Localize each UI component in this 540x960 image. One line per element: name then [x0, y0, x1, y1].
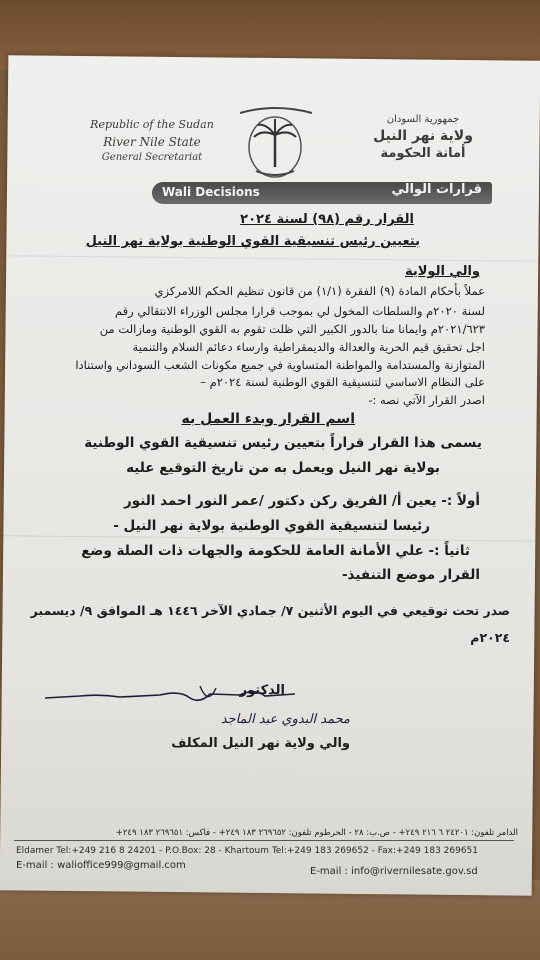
title-text: بولاية نهر النيل ويعمل به من تاريخ التوقيع عليه: [126, 460, 440, 476]
signature-role: والي ولاية نهر النيل المكلف: [171, 736, 350, 751]
header-en-secretariat: General Secretariat: [101, 152, 203, 163]
body-line: اجل تحقيق قيم الحرية والعدالة والديمقراطية وارساء دعائم السلام والتنمية: [132, 340, 485, 354]
issued-date: صدر تحت توقيعي في اليوم الأثنين ٧/ جمادي الآخر ١٤٤٦ هـ الموافق ٩/ ديسمبر: [30, 603, 510, 618]
header-arabic: [348, 114, 498, 161]
header-ar-republic: جمهورية السودان: [386, 114, 460, 125]
footer-arabic-contact: الدامر تلفون: ٢٤٢٠١ ٦ ٢١٦ ٢٤٩+ - ص.ب: ٢٨ - الخرطوم تلفون: ٢٦٩٦٥٢ ١٨٣ ٢٤٩+ - فاكس: ٢٦٩٦٥١ ١٨٣ ٢٤٩+: [115, 828, 518, 838]
footer-email-right: E-mail : info@rivernilesate.gov.sd: [310, 866, 478, 877]
body-line: عملاً بأحكام المادة (٩) الفقرة (١/١) من قانون تنظيم الحكم اللامركزي: [154, 284, 485, 298]
banner-arabic: قرارات الوالي: [391, 182, 482, 197]
title-text: يسمى هذا القرار قراراً بتعيين رئيس تنسيقية القوي الوطنية: [84, 435, 482, 451]
body-line: اصدر القرار الآتي نصه :-: [368, 393, 485, 407]
body-line: على النظام الاساسي لتنسيقية القوي الوطنية لسنة ٢٠٢٤م –: [200, 375, 485, 389]
body-line: المتوازنة والمستدامة والمواطنة المتساوية في جميع مكونات الشعب السوداني واستنادا: [75, 358, 485, 372]
state-emblem-icon: [220, 105, 330, 185]
header-ar-secretariat: أمانة الحكومة: [380, 146, 466, 161]
header-en-state: River Nile State: [103, 135, 201, 149]
decision-issuer: والي الولاية: [404, 264, 480, 279]
section-title: اسم القرار وبدء العمل به: [181, 411, 355, 427]
decision-number: القرار رقم (٩٨) لسنة ٢٠٢٤: [240, 212, 414, 227]
clause-first: رئيسا لتنسيقية القوي الوطنية بولاية نهر النيل -: [113, 518, 430, 534]
body-line: لسنة ٢٠٢٠م والسلطات المخول لي بموجب قرارا مجلس الوزراء الانتقالي رقم: [115, 304, 485, 318]
banner-english: Wali Decisions: [162, 185, 260, 199]
signature-name: محمد البدوي عبد الماجد: [220, 712, 350, 727]
clause-second: القرار موضع التنفيذ-: [341, 567, 480, 583]
handwritten-signature-icon: [40, 680, 300, 710]
decision-subject: بتعيين رئيس تنسيقية القوي الوطنية بولاية نهر النيل: [85, 234, 420, 249]
signature-title: الدكتور: [239, 683, 285, 698]
fold-line: [6, 255, 538, 262]
clause-second: ثانياً :- علي الأمانة العامة للحكومة والجهات ذات الصلة وضع: [81, 543, 470, 559]
fold-line: [3, 535, 535, 542]
clause-first: أولاً :- يعين أ/ الفريق ركن دكتور /عمر النور احمد النور: [123, 493, 480, 509]
footer-english-contact: Eldamer Tel:+249 216 8 24201 - P.O.Box: 28 - Khartoum Tel:+249 183 269652 - Fax:+249 183 269651: [16, 846, 479, 856]
body-line: ٢٠٢١/٦٢٣م وايمانا منا بالدور الكبير التي ظلت تقوم به القوي الوطنية ومازالت من: [99, 322, 485, 336]
header-en-republic: Republic of the Sudan: [90, 118, 214, 131]
issued-year: ٢٠٢٤م: [470, 630, 510, 645]
footer-divider: [14, 840, 514, 841]
footer-email-left: E-mail : walioffice999@gmail.com: [16, 860, 186, 871]
header-english: [72, 118, 232, 163]
header-ar-state: ولاية نهر النيل: [373, 128, 473, 144]
